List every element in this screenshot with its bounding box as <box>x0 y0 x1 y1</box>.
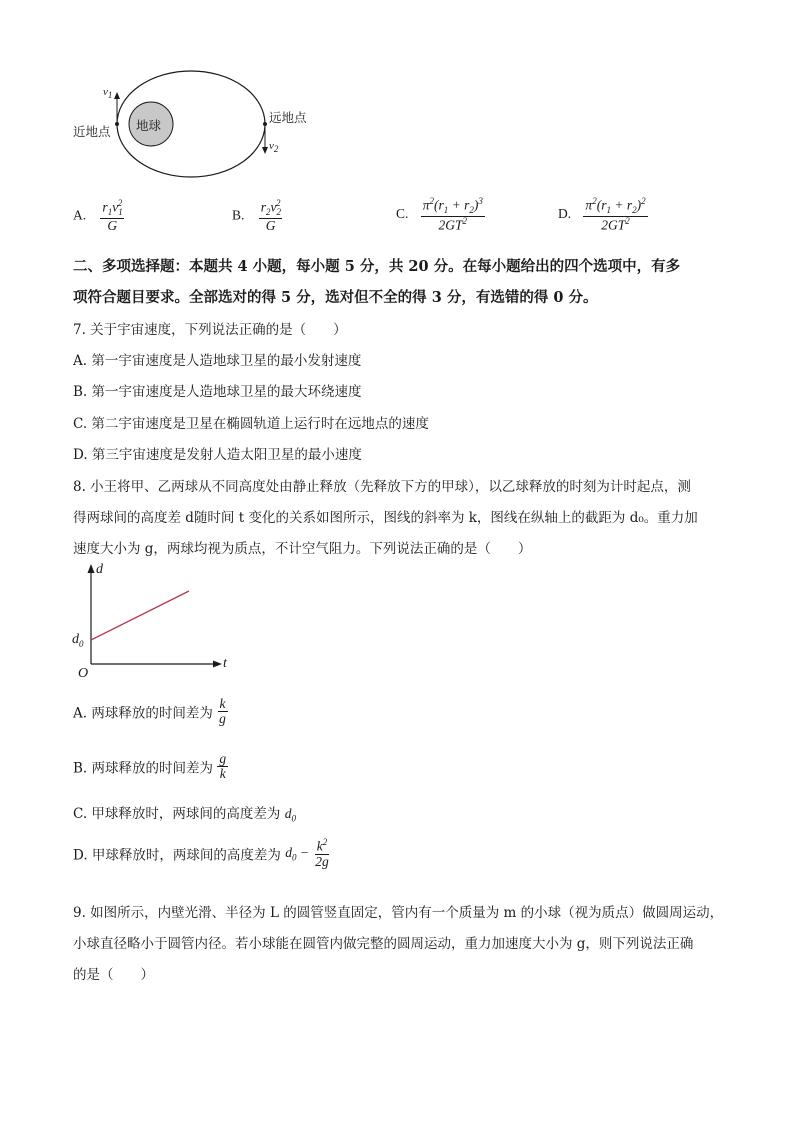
q6-option-b[interactable]: B. $\frac{r_2v_2^2}{G}$ <box>232 198 281 233</box>
y-axis-label: d <box>96 562 103 577</box>
q9-stem-line1: 9. 如图所示，内壁光滑、半径为 L 的圆管竖直固定，管内有一个质量为 m 的小球（视为质点）做圆周运动， <box>73 905 724 921</box>
origin-label: O <box>78 666 89 681</box>
q9-stem-line3: 的是（ ） <box>73 967 154 983</box>
q7-option-c[interactable]: C. 第二宇宙速度是卫星在椭圆轨道上运行时在远地点的速度 <box>73 416 429 432</box>
v1-arrow-head <box>114 92 120 99</box>
x-axis-label: t <box>223 656 227 671</box>
q7-option-d[interactable]: D. 第三宇宙速度是发射人造太阳卫星的最小速度 <box>73 447 362 463</box>
intercept-label: $d_0$ <box>72 632 84 649</box>
q7-option-b[interactable]: B. 第一宇宙速度是人造地球卫星的最大环绕速度 <box>73 384 362 400</box>
q8-option-b[interactable]: B. 两球释放的时间差为 $\frac{g}{k}$ <box>73 751 227 782</box>
q7-option-a[interactable]: A. 第一宇宙速度是人造地球卫星的最小发射速度 <box>73 353 362 369</box>
apogee-point <box>263 122 267 126</box>
q8-stem-line2: 得两球间的高度差 d随时间 t 变化的关系如图所示，图线的斜率为 k，图线在纵轴上的截距为 d₀。重力加 <box>73 510 698 526</box>
q6-b-formula: $\frac{r_2v_2^2}{G}$ <box>260 198 281 233</box>
q8-a-fraction: $\frac{k}{g}$ <box>219 696 226 727</box>
q8-option-d[interactable]: D. 甲球释放时，两球间的高度差为 $d_0$ − $\frac{k^2}{2g}$ <box>73 837 329 869</box>
d-t-graph <box>66 560 246 685</box>
section2-heading-line1: 二、多项选择题：本题共 4 小题，每小题 5 分，共 20 分。在每小题给出的四个选项中，有多 <box>73 258 681 275</box>
q6-option-a[interactable]: A. $\frac{r_1v_1^2}{G}$ <box>73 198 123 233</box>
q8-stem-line1: 8. 小王将甲、乙两球从不同高度处由静止释放（先释放下方的甲球），以乙球释放的时刻为计时起点，测 <box>73 479 691 495</box>
perigee-label: 近地点 <box>73 124 111 139</box>
d-t-graph-svg <box>66 560 246 685</box>
v2-label: $v_2$ <box>269 140 279 155</box>
earth-label: 地球 <box>136 118 162 133</box>
d-t-line <box>91 591 189 640</box>
section2-heading-line2: 项符合题目要求。全部选对的得 5 分，选对但不全的得 3 分，有选错的得 0 分。 <box>73 289 598 306</box>
v1-label: $v_1$ <box>103 86 113 101</box>
orbit-figure <box>66 60 326 210</box>
q9-stem-line2: 小球直径略小于圆管内径。若小球能在圆管内做完整的圆周运动，重力加速度大小为 g，则下列说法正确 <box>73 936 694 952</box>
x-axis-arrow <box>213 661 222 668</box>
q8-option-c[interactable]: C. 甲球释放时，两球间的高度差为 $d_0$ <box>73 806 296 824</box>
q8-d-value: $d_0$ − <box>285 844 309 863</box>
q6-option-d[interactable]: D. $\frac{\pi^2(r_1 + r_2)^2}{2GT^2}$ <box>558 196 646 233</box>
q6-a-formula: $\frac{r_1v_1^2}{G}$ <box>102 198 123 233</box>
y-axis-arrow <box>88 564 95 573</box>
q6-d-formula: $\frac{\pi^2(r_1 + r_2)^2}{2GT^2}$ <box>585 196 646 233</box>
q8-stem-line3: 速度大小为 g，两球均视为质点，不计空气阻力。下列说法正确的是（ ） <box>73 541 532 557</box>
q6-c-formula: $\frac{\pi^2(r_1 + r_2)^3}{2GT^2}$ <box>422 196 483 233</box>
v2-arrow-head <box>262 147 268 154</box>
q8-option-a[interactable]: A. 两球释放的时间差为 $\frac{k}{g}$ <box>73 696 226 727</box>
apogee-label: 远地点 <box>269 110 307 125</box>
perigee-point <box>115 122 119 126</box>
q8-d-fraction: $\frac{k^2}{2g}$ <box>315 837 329 869</box>
q8-b-fraction: $\frac{g}{k}$ <box>219 751 227 782</box>
q8-c-value: $d_0$ <box>284 806 296 824</box>
q6-option-c[interactable]: C. $\frac{\pi^2(r_1 + r_2)^3}{2GT^2}$ <box>396 196 483 233</box>
q7-stem: 7. 关于宇宙速度，下列说法正确的是（ ） <box>73 322 347 338</box>
